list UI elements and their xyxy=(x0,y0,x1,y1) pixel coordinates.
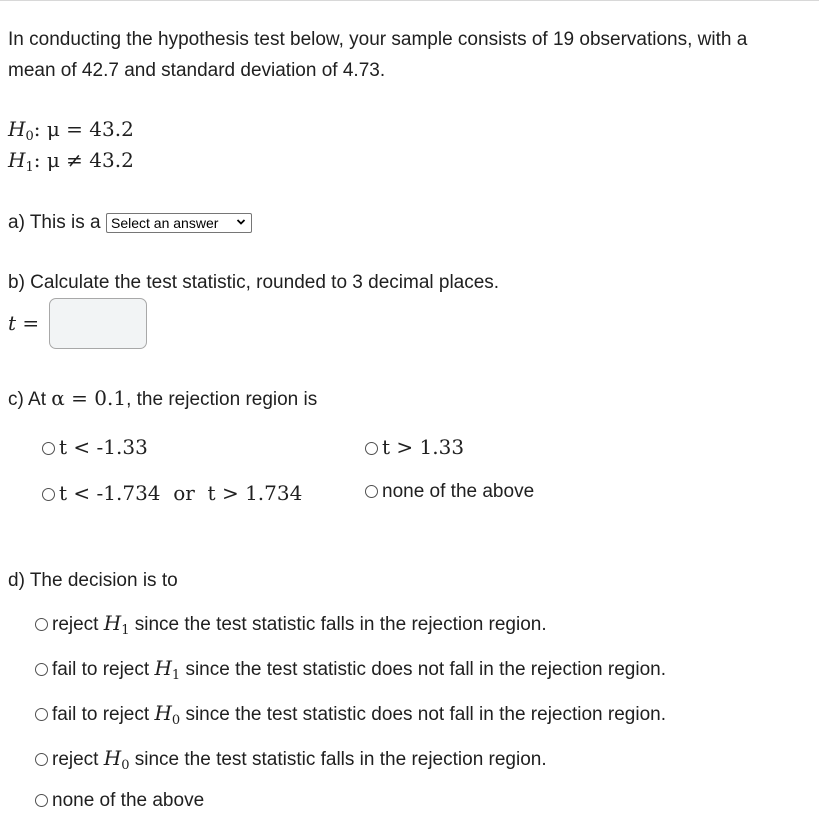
select-value: Select an answer xyxy=(111,215,219,231)
option-text: fail to reject xyxy=(52,704,155,725)
h0-subscript: 0 xyxy=(25,129,34,144)
null-hypothesis xyxy=(8,117,134,144)
h1-symbol: H xyxy=(8,148,26,172)
h1-relation: : μ ≠ 43.2 xyxy=(33,148,134,172)
rejection-option-4[interactable] xyxy=(365,481,534,503)
hypothesis-symbol: H xyxy=(154,701,172,725)
test-statistic-input[interactable] xyxy=(49,298,147,349)
alpha-expression: α = 0.1 xyxy=(51,386,127,410)
radio-circle-icon[interactable] xyxy=(35,753,48,766)
hypothesis-subscript: 1 xyxy=(171,668,181,683)
decision-option-2[interactable] xyxy=(35,656,666,683)
radio-circle-icon[interactable] xyxy=(35,794,48,807)
part-b-prompt: b) Calculate the test statistic, rounded to 3 decimal places. xyxy=(8,272,500,293)
option-text: since the test statistic does not fall in the rejection region. xyxy=(180,704,666,725)
radio-circle-icon[interactable] xyxy=(365,442,378,455)
rejection-option-1[interactable] xyxy=(42,435,148,460)
decision-option-1[interactable] xyxy=(35,611,547,638)
decision-option-5[interactable] xyxy=(35,790,204,812)
option-label: t < -1.33 xyxy=(59,435,148,459)
part-c-prompt xyxy=(8,383,317,415)
hypothesis-symbol: H xyxy=(103,746,122,770)
radio-circle-icon[interactable] xyxy=(42,488,55,501)
intro-line-1: In conducting the hypothesis test below, your sample consists of 19 observations, with a xyxy=(8,29,748,50)
hypothesis-subscript: 0 xyxy=(121,758,130,773)
option-label: t > 1.33 xyxy=(382,435,465,459)
part-c-prefix: c) At xyxy=(8,389,47,410)
decision-option-3[interactable] xyxy=(35,701,666,728)
option-label: t < -1.734 or t > 1.734 xyxy=(59,481,303,505)
hypothesis-symbol: H xyxy=(154,656,172,680)
option-text: reject xyxy=(52,614,104,635)
option-text: none of the above xyxy=(52,790,205,811)
h1-subscript: 1 xyxy=(25,160,34,175)
rejection-option-3[interactable] xyxy=(42,481,302,506)
option-text: since the test statistic falls in the rejection region. xyxy=(129,614,547,635)
radio-circle-icon[interactable] xyxy=(365,485,378,498)
alternative-hypothesis xyxy=(8,148,134,175)
test-type-select[interactable] xyxy=(106,213,252,233)
hypothesis-subscript: 1 xyxy=(121,623,130,638)
intro-line-2: mean of 42.7 and standard deviation of 4.73. xyxy=(8,60,386,81)
decision-option-4[interactable] xyxy=(35,746,547,773)
part-d-prompt: d) The decision is to xyxy=(8,570,178,591)
h0-relation: : μ = 43.2 xyxy=(33,117,134,141)
test-statistic-label: t = xyxy=(8,311,40,335)
top-divider xyxy=(0,0,819,1)
chevron-down-icon xyxy=(236,216,246,228)
option-text: reject xyxy=(52,749,104,770)
hypothesis-subscript: 0 xyxy=(171,713,181,728)
radio-circle-icon[interactable] xyxy=(35,708,48,721)
part-a-label: a) This is a xyxy=(8,212,101,233)
option-text: fail to reject xyxy=(52,659,155,680)
radio-circle-icon[interactable] xyxy=(35,618,48,631)
option-label: none of the above xyxy=(382,481,535,502)
rejection-option-2[interactable] xyxy=(365,435,464,460)
option-text: since the test statistic does not fall in the rejection region. xyxy=(180,659,666,680)
h0-symbol: H xyxy=(8,117,26,141)
part-c-suffix: , the rejection region is xyxy=(126,389,318,410)
hypothesis-symbol: H xyxy=(103,611,122,635)
radio-circle-icon[interactable] xyxy=(42,442,55,455)
radio-circle-icon[interactable] xyxy=(35,663,48,676)
option-text: since the test statistic falls in the rejection region. xyxy=(129,749,547,770)
